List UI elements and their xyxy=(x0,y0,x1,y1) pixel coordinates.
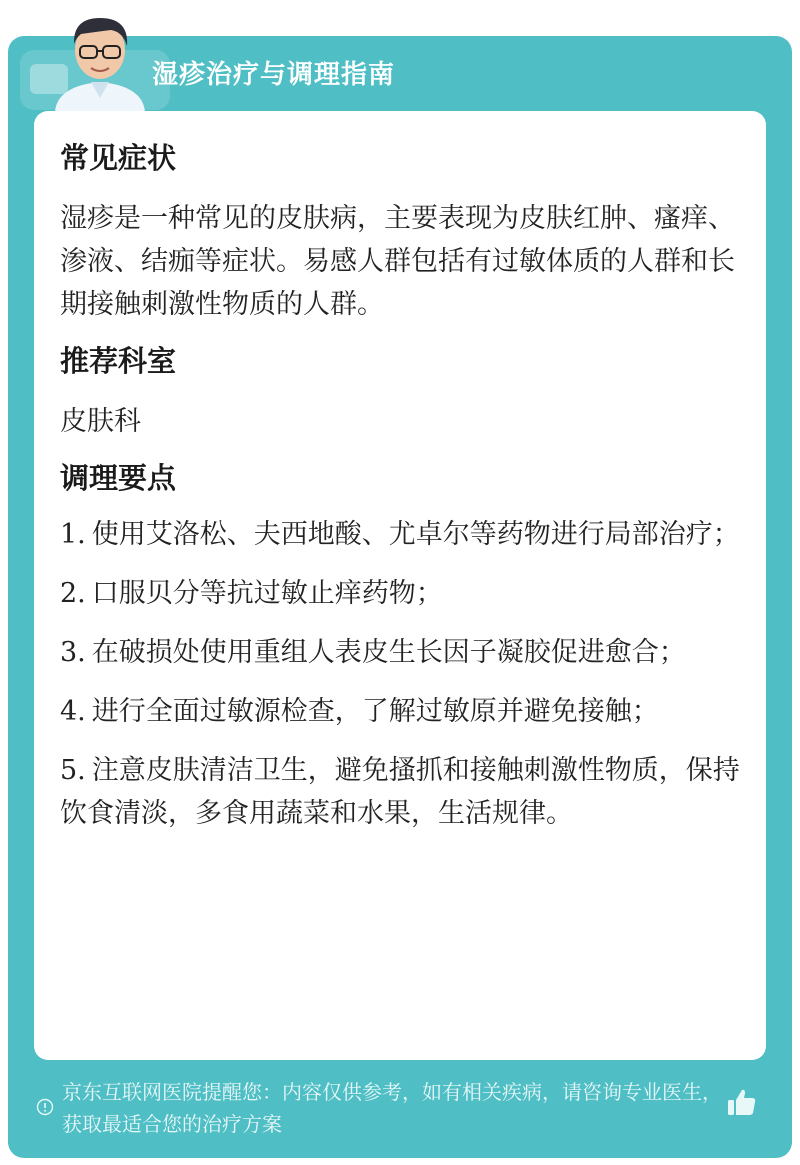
disclaimer-text: 京东互联网医院提醒您：内容仅供参考，如有相关疾病，请咨询专业医生，获取最适合您的治疗方案 xyxy=(62,1080,722,1136)
care-list xyxy=(60,513,740,835)
list-item-text: 口服贝分等抗过敏止痒药物； xyxy=(91,578,443,609)
list-item-text: 注意皮肤清洁卫生，避免搔抓和接触刺激性物质，保持饮食清淡，多食用蔬菜和水果，生活规律。 xyxy=(60,755,740,829)
list-item-number: 2. xyxy=(60,578,86,609)
list-item xyxy=(60,631,740,674)
symptoms-text: 湿疹是一种常见的皮肤病，主要表现为皮肤红肿、瘙痒、渗液、结痂等症状。易感人群包括有过敏体质的人群和长期接触刺激性物质的人群。 xyxy=(60,203,735,320)
department-text: 皮肤科 xyxy=(60,406,141,437)
list-item-number: 3. xyxy=(60,637,86,668)
info-icon xyxy=(36,1098,54,1116)
list-item-text: 进行全面过敏源检查，了解过敏原并避免接触； xyxy=(91,696,659,727)
care-heading: 调理要点 xyxy=(60,461,177,495)
list-item xyxy=(60,513,740,556)
content-card xyxy=(34,111,766,1060)
list-item xyxy=(60,749,740,835)
list-item-text: 在破损处使用重组人表皮生长因子凝胶促进愈合； xyxy=(91,637,686,668)
list-item-number: 5. xyxy=(60,755,86,786)
list-item xyxy=(60,690,740,733)
doctor-avatar xyxy=(45,8,155,112)
department-heading: 推荐科室 xyxy=(60,344,177,378)
thumbs-up-icon[interactable] xyxy=(726,1086,758,1118)
list-item xyxy=(60,572,740,615)
list-item-number: 4. xyxy=(60,696,86,727)
list-item-number: 1. xyxy=(60,519,86,550)
symptoms-heading: 常见症状 xyxy=(60,141,177,175)
list-item-text: 使用艾洛松、夫西地酸、尤卓尔等药物进行局部治疗； xyxy=(91,519,740,550)
page-title: 湿疹治疗与调理指南 xyxy=(152,60,396,90)
